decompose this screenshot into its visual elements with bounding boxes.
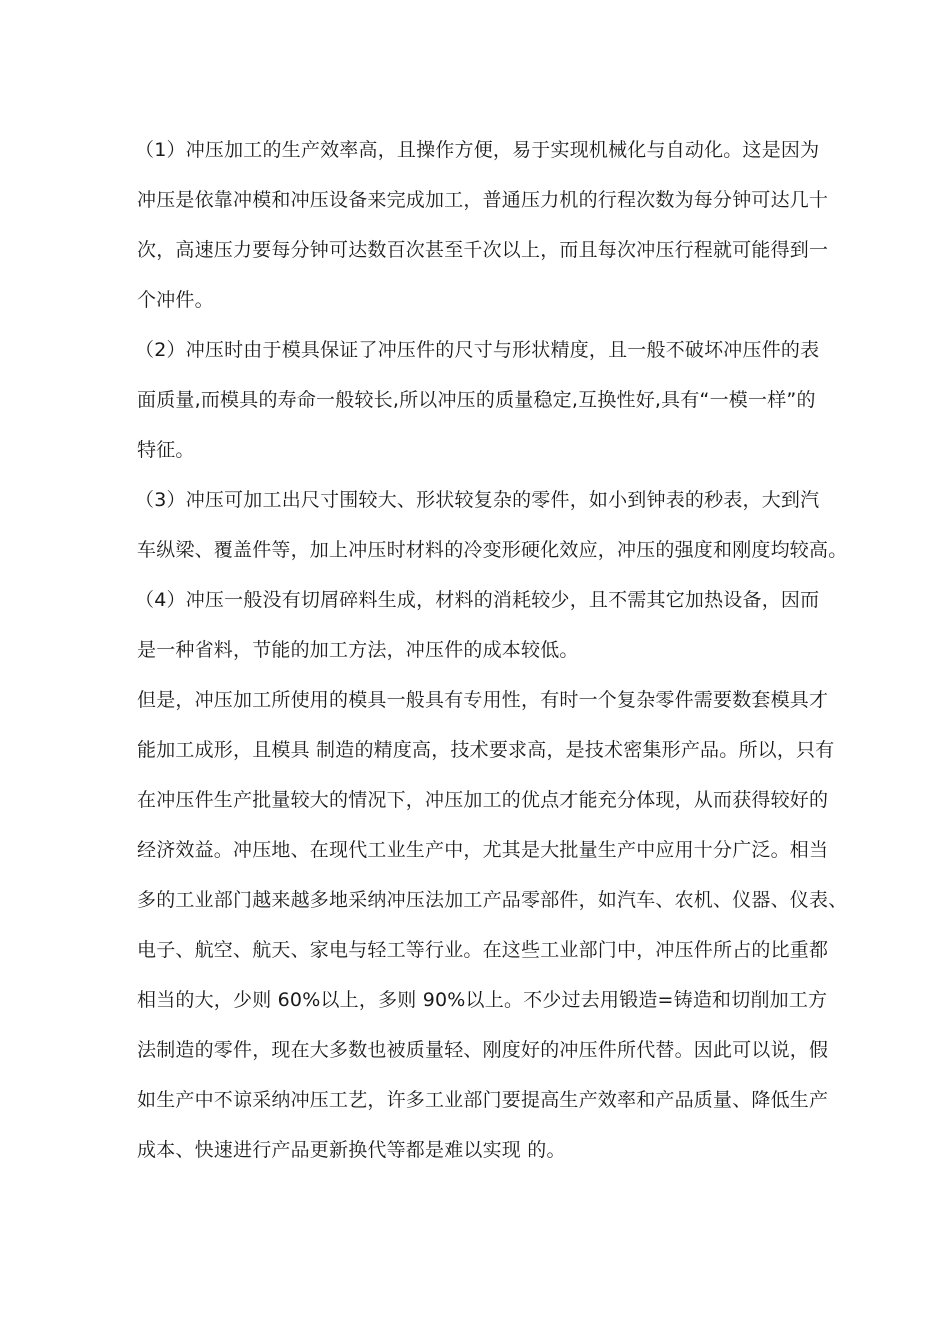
paragraph-2-line-3: 特征。	[137, 439, 195, 461]
paragraph-5-line-3: 在冲压件生产批量较大的情况下，冲压加工的优点才能充分体现，从而获得较好的	[137, 789, 829, 811]
paragraph-5-line-2: 能加工成形，且模具 制造的精度高，技术要求高，是技术密集形产品。所以，只有	[137, 739, 835, 761]
paragraph-2-line-1: （2）冲压时由于模具保证了冲压件的尺寸与形状精度，且一般不破坏冲压件的表	[135, 339, 820, 361]
paragraph-5-line-7: 相当的大，少则 60%以上，多则 90%以上。不少过去用锻造=铸造和切削加工方	[137, 989, 828, 1011]
paragraph-5-line-9: 如生产中不谅采纳冲压工艺，许多工业部门要提高生产效率和产品质量、降低生产	[137, 1089, 829, 1111]
paragraph-1-line-3: 次，高速压力要每分钟可达数百次甚至千次以上，而且每次冲压行程就可能得到一	[137, 239, 829, 261]
paragraph-4-line-2: 是一种省料，节能的加工方法，冲压件的成本较低。	[137, 639, 579, 661]
paragraph-2-line-2: 面质量,而模具的寿命一般较长,所以冲压的质量稳定,互换性好,具有“一模一样”的	[137, 389, 816, 411]
paragraph-1-line-2: 冲压是依靠冲模和冲压设备来完成加工，普通压力机的行程次数为每分钟可达几十	[137, 189, 829, 211]
paragraph-4-line-1: （4）冲压一般没有切屑碎料生成，材料的消耗较少，且不需其它加热设备，因而	[135, 589, 820, 611]
paragraph-5-line-6: 电子、航空、航天、家电与轻工等行业。在这些工业部门中，冲压件所占的比重都	[137, 939, 829, 961]
paragraph-5-line-10: 成本、快速进行产品更新换代等都是难以实现 的。	[137, 1139, 566, 1161]
paragraph-5-line-8: 法制造的零件，现在大多数也被质量轻、刚度好的冲压件所代替。因此可以说，假	[137, 1039, 829, 1061]
paragraph-5-line-5: 多的工业部门越来越多地采纳冲压法加工产品零部件，如汽车、农机、仪器、仪表、	[137, 889, 848, 911]
paragraph-3-line-2: 车纵梁、覆盖件等，加上冲压时材料的冷变形硬化效应，冲压的强度和刚度均较高。	[137, 539, 848, 561]
paragraph-1-line-4: 个冲件。	[137, 289, 214, 311]
paragraph-1-line-1: （1）冲压加工的生产效率高，且操作方便，易于实现机械化与自动化。这是因为	[135, 139, 820, 161]
paragraph-3-line-1: （3）冲压可加工出尺寸围较大、形状较复杂的零件，如小到钟表的秒表，大到汽	[135, 489, 820, 511]
paragraph-5-line-4: 经济效益。冲压地、在现代工业生产中，尤其是大批量生产中应用十分广泛。相当	[137, 839, 829, 861]
paragraph-5-line-1: 但是，冲压加工所使用的模具一般具有专用性，有时一个复杂零件需要数套模具才	[137, 689, 829, 711]
